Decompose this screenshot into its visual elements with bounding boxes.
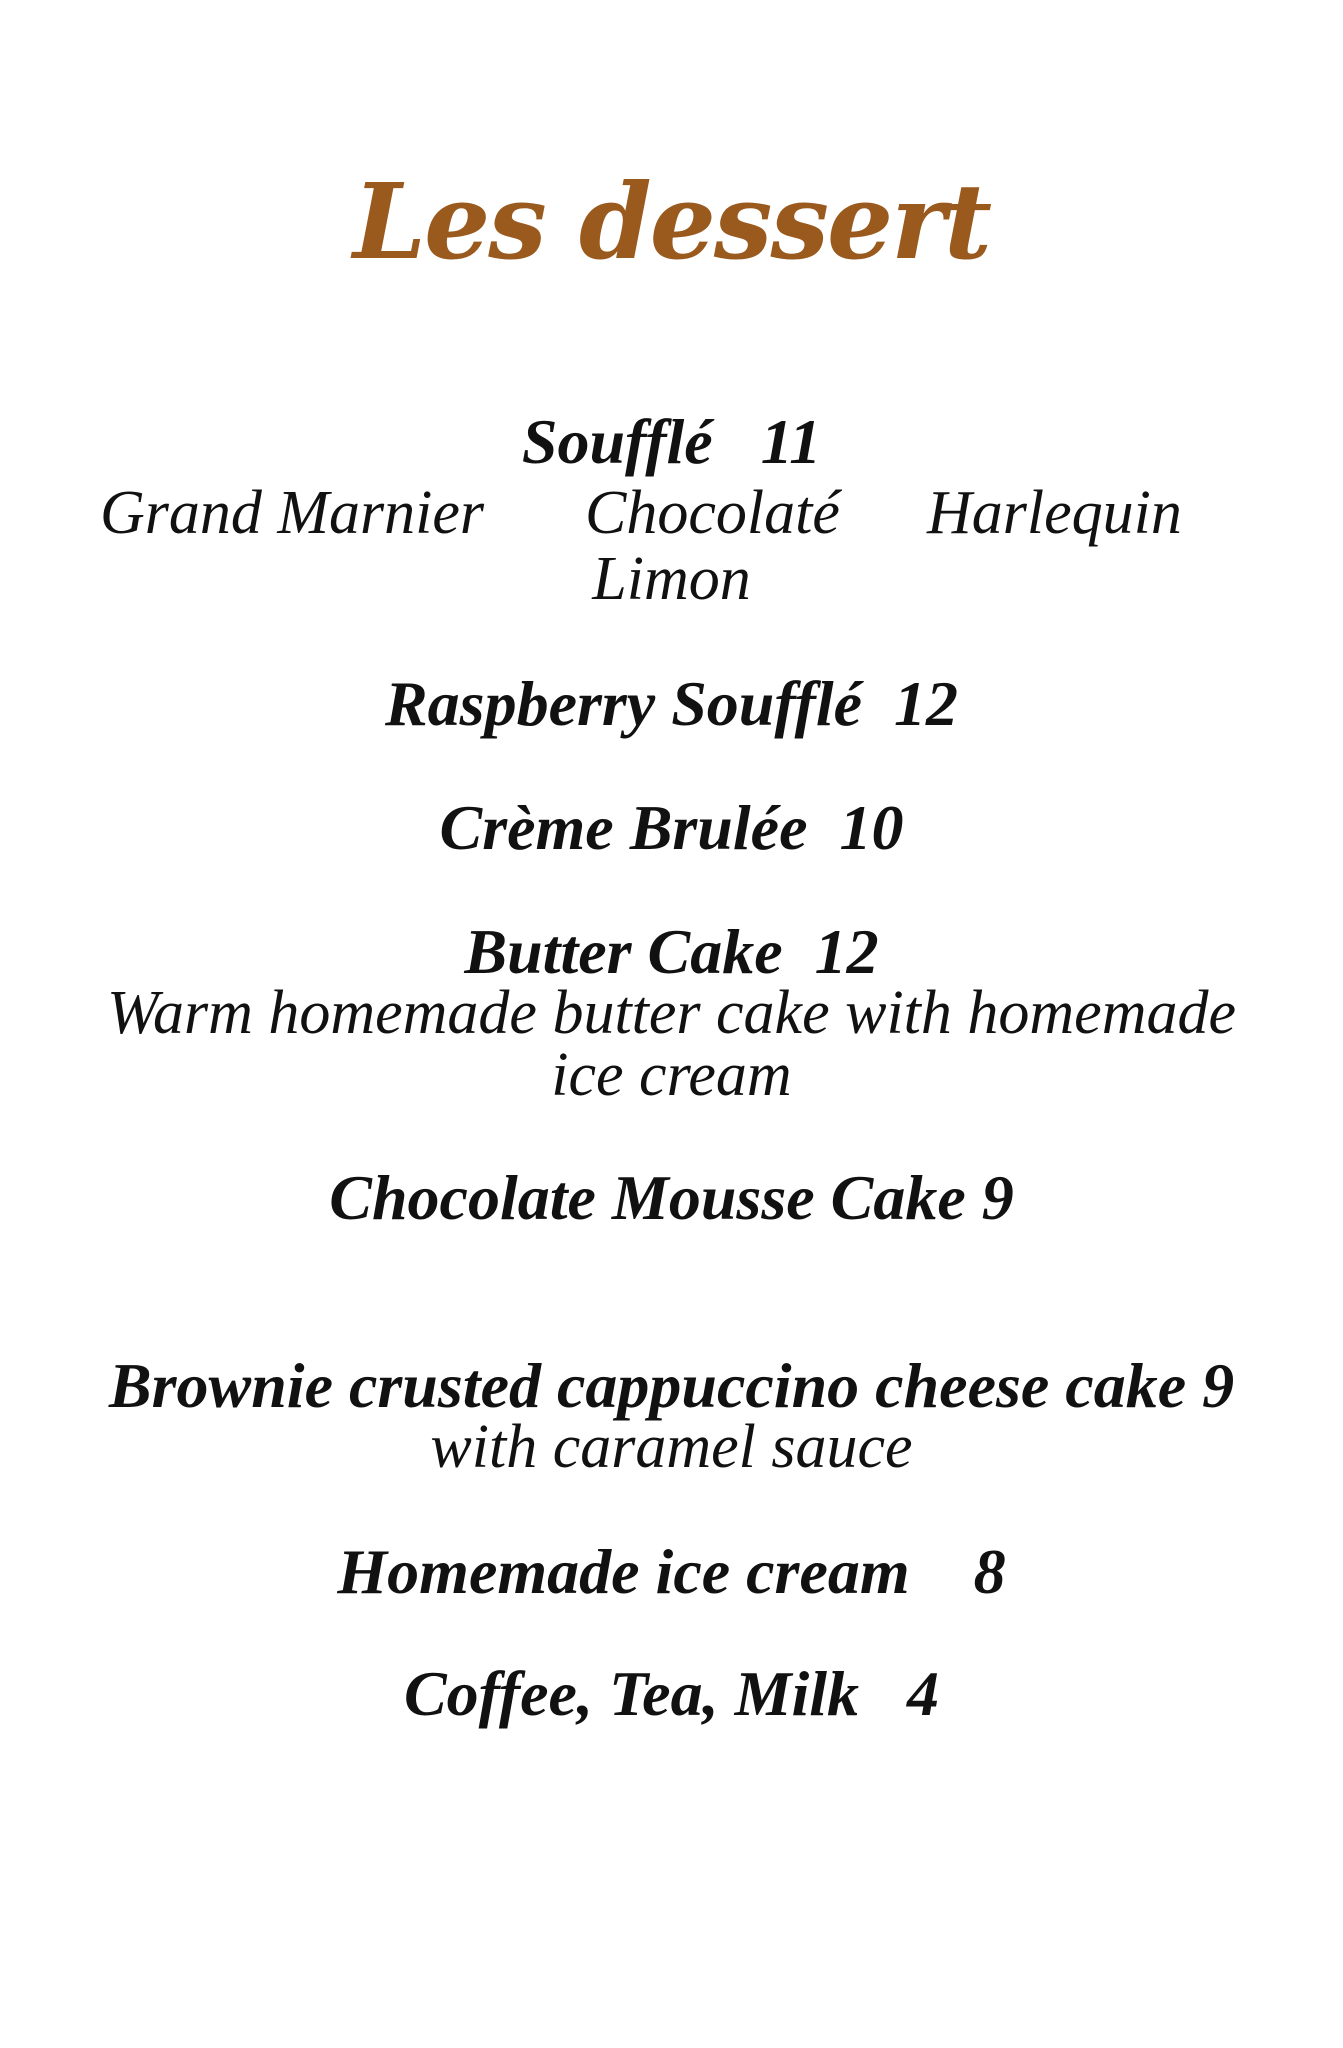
menu-item-beverages xyxy=(0,1658,1343,1729)
item-price: 4 xyxy=(907,1658,940,1729)
souffle-option: Limon xyxy=(592,545,751,613)
butter-cake-description: Warm homemade butter cake with homemade xyxy=(107,979,1236,1047)
item-price: 9 xyxy=(1202,1350,1235,1421)
souffle-option: Harlequin xyxy=(927,479,1182,547)
item-name: Homemade ice cream xyxy=(337,1536,910,1607)
menu-item-chocolate-mousse-cake xyxy=(0,1162,1343,1233)
butter-cake-description: ice cream xyxy=(551,1041,792,1109)
item-price: 8 xyxy=(973,1536,1006,1607)
item-price: 12 xyxy=(894,668,959,739)
item-price: 9 xyxy=(981,1162,1014,1233)
item-price: 12 xyxy=(814,916,879,987)
item-name: Butter Cake xyxy=(464,916,783,987)
menu-title: Les dessert xyxy=(352,160,991,283)
souffle-option: Chocolaté xyxy=(585,479,840,547)
menu-item-souffle xyxy=(0,406,1343,477)
brownie-cheesecake-description: with caramel sauce xyxy=(430,1413,913,1481)
item-name: Coffee, Tea, Milk xyxy=(403,1658,860,1729)
item-name: Crème Brulée xyxy=(439,792,808,863)
item-price: 11 xyxy=(760,406,822,477)
menu-item-creme-brulee xyxy=(0,792,1343,863)
item-price: 10 xyxy=(839,792,904,863)
menu-item-raspberry-souffle xyxy=(0,668,1343,739)
item-name: Chocolate Mousse Cake xyxy=(329,1162,966,1233)
item-name: Soufflé xyxy=(521,406,713,477)
menu-item-brownie-cheesecake xyxy=(0,1350,1343,1421)
menu-item-homemade-ice-cream xyxy=(0,1536,1343,1607)
item-name: Raspberry Soufflé xyxy=(384,668,863,739)
item-name: Brownie crusted cappuccino cheese cake xyxy=(108,1350,1187,1421)
souffle-option: Grand Marnier xyxy=(100,479,485,547)
menu-item-butter-cake xyxy=(0,916,1343,987)
souffle-options xyxy=(0,479,1343,552)
